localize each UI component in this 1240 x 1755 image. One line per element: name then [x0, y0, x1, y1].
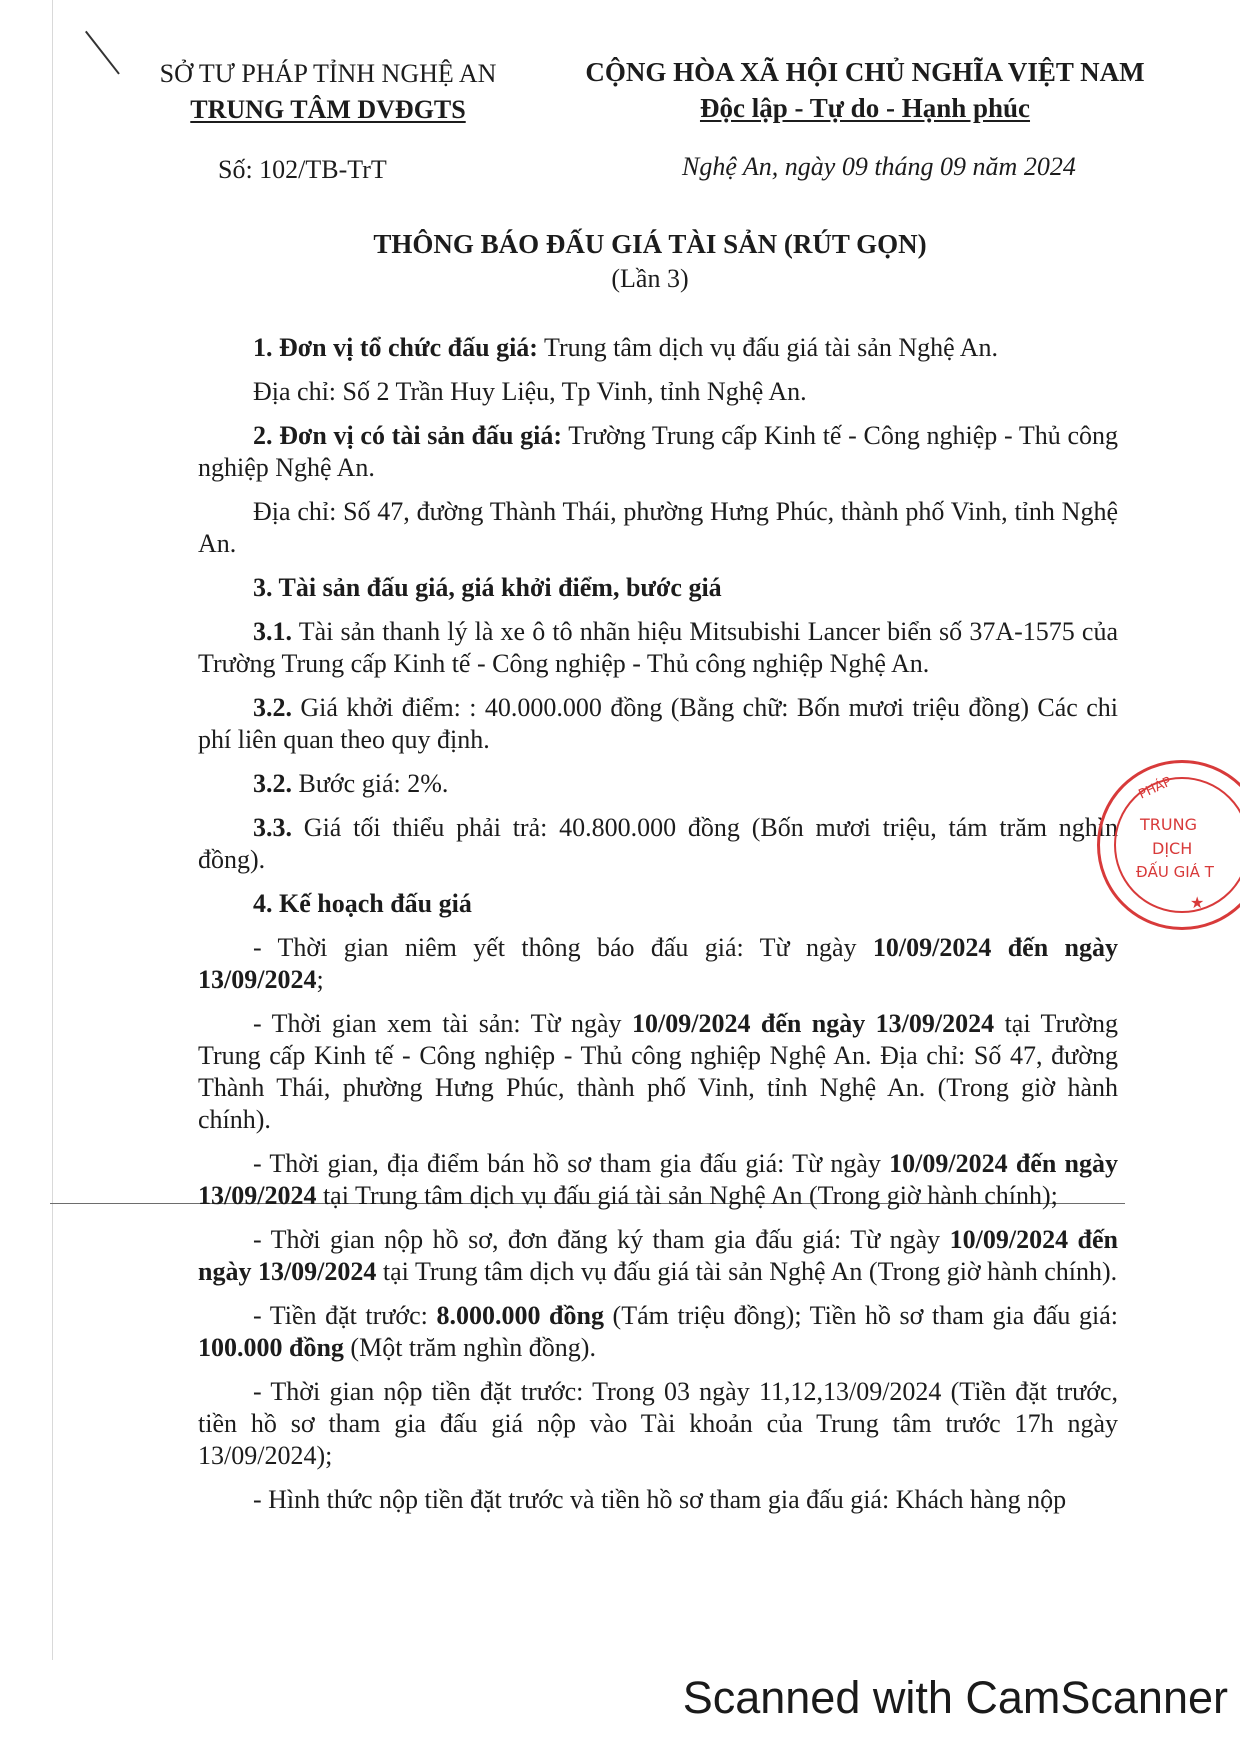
section-1-label: 1. Đơn vị tổ chức đấu giá: [253, 333, 538, 362]
plan-text: - Thời gian, địa điểm bán hồ sơ tham gia đấu giá: Từ ngày [253, 1149, 890, 1178]
plan-text: - Tiền đặt trước: [253, 1301, 437, 1330]
section-1-text: Trung tâm dịch vụ đấu giá tài sản Nghệ An. [537, 333, 998, 362]
item-text: Giá khởi điểm: : 40.000.000 đồng (Bằng chữ: Bốn mươi triệu đồng) Các chi phí liên quan theo quy định. [198, 693, 1118, 754]
plan-dates: 10/09/2024 đến ngày 13/09/2024 [198, 1149, 1118, 1210]
section-3-heading: 3. Tài sản đấu giá, giá khởi điểm, bước giá [253, 573, 722, 602]
plan-text: - Thời gian nộp hồ sơ, đơn đăng ký tham gia đấu giá: Từ ngày [253, 1225, 950, 1254]
deposit-amount: 8.000.000 đồng [436, 1301, 604, 1330]
plan-text: (Một trăm nghìn đồng). [343, 1333, 596, 1362]
document-title: THÔNG BÁO ĐẤU GIÁ TÀI SẢN (RÚT GỌN) [373, 229, 927, 259]
agency-parent: SỞ TƯ PHÁP TỈNH NGHỆ AN [159, 59, 497, 88]
section-2-text: Trường Trung cấp Kinh tế - Công nghiệp - Thủ công nghiệp Nghệ An. [198, 421, 1118, 482]
plan-dates: 10/09/2024 đến ngày 13/09/2024 [632, 1009, 995, 1038]
document-date: Nghệ An, ngày 09 tháng 09 năm 2024 [682, 152, 1076, 181]
plan-dates: 10/09/2024 đến ngày 13/09/2024 [198, 933, 1118, 994]
pen-mark [85, 31, 120, 75]
item-label: 3.2. [253, 693, 292, 722]
seal-text: PHÁP [1136, 774, 1174, 803]
seal-text: ĐẤU GIÁ T [1136, 863, 1214, 881]
seal-text: TRUNG [1140, 815, 1197, 834]
section-2-label: 2. Đơn vị có tài sản đấu giá: [253, 421, 563, 450]
section-2-address: Địa chỉ: Số 47, đường Thành Thái, phường Hưng Phúc, thành phố Vinh, tỉnh Nghệ An. [198, 497, 1118, 558]
section-3-3 [198, 812, 1118, 876]
agency-name: TRUNG TÂM DVĐGTS [190, 95, 466, 124]
plan-text: (Tám triệu đồng); Tiền hồ sơ tham gia đấu giá: [603, 1301, 1118, 1330]
red-seal-stamp [1097, 760, 1240, 930]
section-4-heading: 4. Kế hoạch đấu giá [253, 889, 472, 918]
seal-star-icon: ★ [1190, 893, 1205, 912]
scanner-watermark: Scanned with CamScanner [682, 1672, 1228, 1723]
section-3-2b [198, 768, 1118, 800]
plan-text: tại Trung tâm dịch vụ đấu giá tài sản Nghệ An (Trong giờ hành chính); [316, 1181, 1058, 1210]
plan-item: - Thời gian nộp tiền đặt trước: Trong 03 ngày 11,12,13/09/2024 (Tiền đặt trước, tiền hồ sơ tham gia đấu giá nộp vào Tài khoản của Trung tâm trước 17h ngày 13/09/2024); [198, 1377, 1118, 1470]
document-number: Số: 102/TB-TrT [218, 155, 387, 184]
plan-text: tại Trường Trung cấp Kinh tế - Công nghiệp - Thủ công nghiệp Nghệ An. Địa chỉ: Số 47, đường Thành Thái, phường Hưng Phúc, thành phố Vinh, tỉnh Nghệ An. (Trong giờ hành chính). [198, 1009, 1119, 1134]
item-label: 3.2. [253, 769, 292, 798]
dossier-fee: 100.000 đồng [198, 1333, 344, 1362]
section-2 [198, 420, 1118, 484]
plan-text: - Thời gian xem tài sản: Từ ngày [253, 1009, 632, 1038]
section-1 [198, 332, 1118, 364]
item-text: Bước giá: 2%. [292, 769, 449, 798]
section-1-address: Địa chỉ: Số 2 Trần Huy Liệu, Tp Vinh, tỉnh Nghệ An. [253, 377, 807, 406]
document-subtitle: (Lần 3) [611, 264, 689, 293]
national-motto [565, 54, 1165, 126]
plan-text: tại Trung tâm dịch vụ đấu giá tài sản Nghệ An (Trong giờ hành chính). [376, 1257, 1118, 1286]
section-3-1 [198, 616, 1118, 680]
item-label: 3.1. [253, 617, 292, 646]
plan-item [198, 1008, 1118, 1136]
plan-item [198, 1224, 1118, 1288]
section-3-2 [198, 692, 1118, 756]
plan-text: - Thời gian niêm yết thông báo đấu giá: Từ ngày [253, 933, 873, 962]
item-label: 3.3. [253, 813, 292, 842]
plan-text: ; [316, 965, 324, 994]
motto: Độc lập - Tự do - Hạnh phúc [699, 93, 1031, 123]
scan-edge-line [52, 0, 53, 1660]
plan-item [198, 932, 1118, 996]
seal-text: DỊCH [1152, 839, 1193, 858]
issuing-agency [128, 56, 528, 128]
plan-item [198, 1300, 1118, 1364]
plan-item [198, 1148, 1118, 1212]
title-block [150, 226, 1150, 296]
item-text: Giá tối thiểu phải trả: 40.800.000 đồng (Bốn mươi triệu, tám trăm nghìn đồng). [198, 813, 1118, 874]
plan-item: - Hình thức nộp tiền đặt trước và tiền hồ sơ tham gia đấu giá: Khách hàng nộp [253, 1485, 1067, 1514]
country-name: CỘNG HÒA XÃ HỘI CHỦ NGHĨA VIỆT NAM [585, 57, 1145, 87]
plan-dates: 10/09/2024 đến ngày 13/09/2024 [198, 1225, 1118, 1286]
document-body [198, 332, 1118, 1528]
item-text: Tài sản thanh lý là xe ô tô nhãn hiệu Mitsubishi Lancer biển số 37A-1575 của Trường Trung cấp Kinh tế - Công nghiệp - Thủ công nghiệp Nghệ An. [198, 617, 1118, 678]
